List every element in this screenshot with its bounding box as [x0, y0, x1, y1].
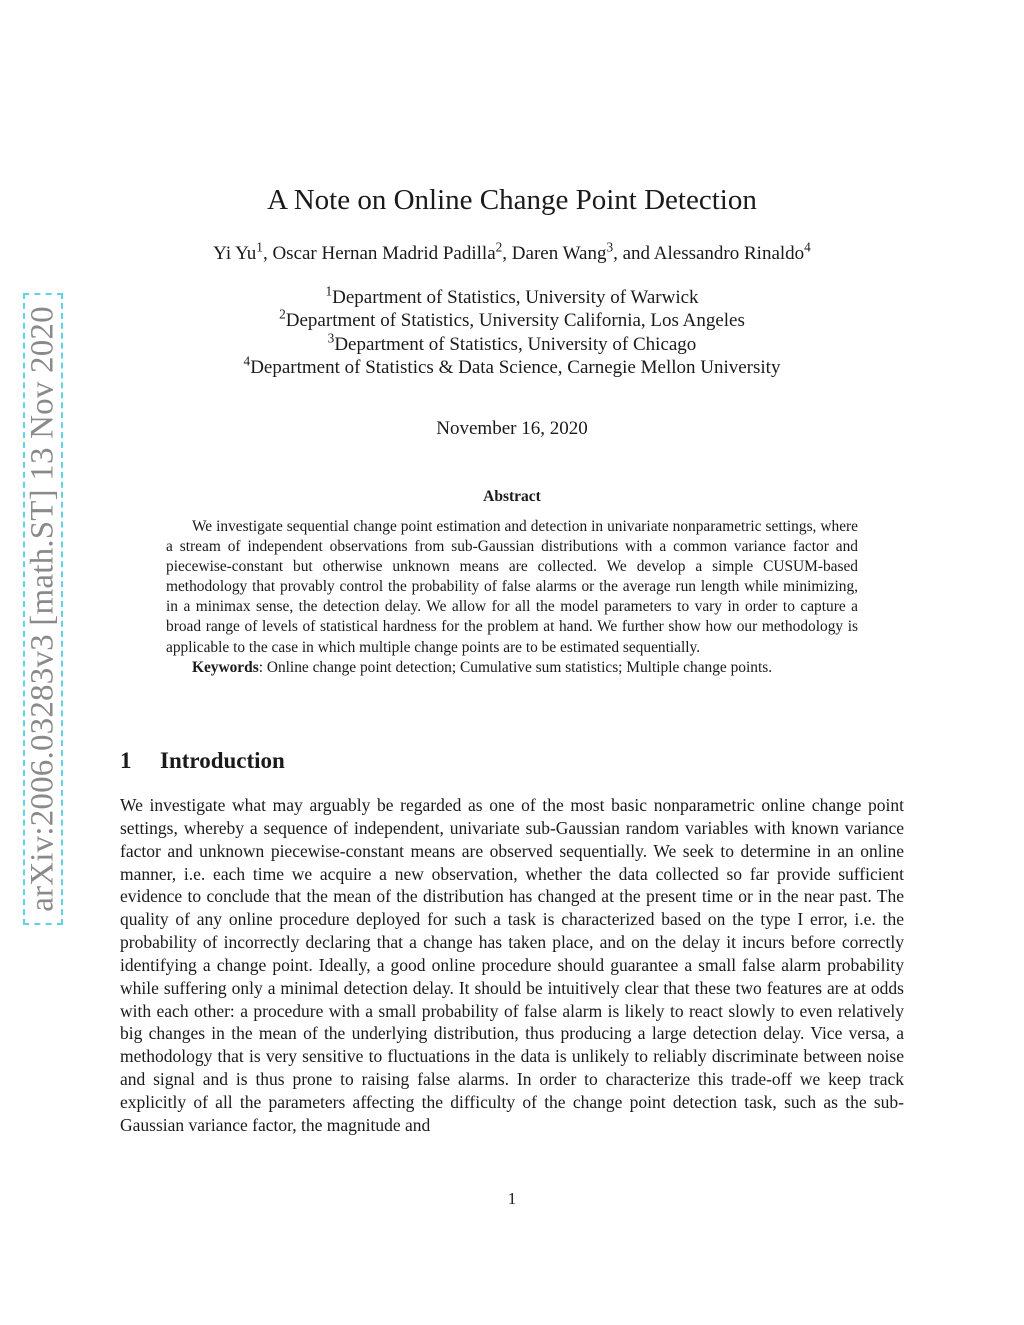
author-separator: , and — [613, 243, 654, 264]
affiliation-text: Department of Statistics, University California, Los Angeles — [285, 310, 745, 332]
affiliation-text: Department of Statistics, University of Chicago — [334, 333, 697, 355]
keywords — [166, 658, 858, 678]
author-mark: 4 — [804, 239, 811, 255]
author-name: Oscar Hernan Madrid Padilla — [272, 243, 496, 264]
affiliation — [0, 306, 1024, 332]
author-mark: 2 — [495, 239, 503, 255]
publication-date: November 16, 2020 — [436, 418, 588, 439]
page-number: 1 — [507, 1189, 517, 1208]
author-mark: 3 — [606, 239, 614, 255]
author-separator: , — [502, 243, 512, 264]
introduction-text — [120, 794, 904, 1137]
introduction-paragraph: We investigate what may arguably be regarded as one of the most basic nonparametric online change point settings, whereby a sequence of independent, univariate sub-Gaussian random variables with known variance factor and unknown piecewise-constant means are observed sequentially. We seek to determine in an online manner, i.e. each time we acquire a new observation, whether the data collected so far provide sufficient evidence to conclude that the mean of the distribution has changed at the present time or in the near past. The quality of any online procedure deployed for such a task is characterized based on the type I error, i.e. the probability of incorrectly declaring that a change has taken place, and on the delay it incurs before correctly identifying a change point. Ideally, a good online procedure should guarantee a small false alarm probability while suffering only a minimal detection delay. It should be intuitively clear that these two features are at odds with each other: a procedure with a small probability of false alarm is likely to react slowly to even relatively big changes in the mean of the underlying distribution, thus producing a large detection delay. Vice versa, a methodology that is very sensitive to fluctuations in the data is unlikely to reliably discriminate between noise and signal and is thus prone to raising false alarms. In order to characterize this trade-off we keep track explicitly of all the parameters affecting the difficulty of the change point detection task, such as the sub-Gaussian variance factor, the magnitude and — [120, 795, 904, 1135]
paper-title: A Note on Online Change Point Detection — [267, 184, 757, 216]
section-number: 1 — [120, 748, 132, 773]
arxiv-stamp-text[interactable]: arXiv:2006.03283v3 [math.ST] 13 Nov 2020 — [24, 306, 61, 912]
abstract-body: We investigate sequential change point estimation and detection in univariate nonparametric settings, where a stream of independent observations from sub-Gaussian distributions with a common variance factor and piecewise-constant but otherwise unknown means are collected. We develop a simple CUSUM-based methodology that provably control the probability of false alarms or the average run length while minimizing, in a minimax sense, the detection delay. We allow for all the model parameters to vary in order to capture a broad range of levels of statistical hardness for the problem at hand. We further show how our methodology is applicable to the case in which multiple change points are to be estimated sequentially. — [166, 518, 858, 656]
affiliation — [0, 283, 1024, 309]
affiliation-mark: 3 — [327, 330, 335, 346]
author-name: Alessandro Rinaldo — [653, 243, 805, 264]
keywords-label: Keywords — [192, 658, 259, 676]
section-heading — [120, 748, 285, 774]
affiliation-text: Department of Statistics, University of Warwick — [332, 287, 699, 308]
affiliation-mark: 2 — [279, 306, 286, 322]
author-list — [0, 239, 1024, 265]
affiliation-list — [0, 283, 1024, 379]
author-separator: , — [262, 243, 273, 264]
arxiv-stamp — [23, 293, 63, 925]
affiliation-text: Department of Statistics & Data Science, Carnegie Mellon University — [250, 356, 781, 378]
keywords-text: : Online change point detection; Cumulative sum statistics; Multiple change points. — [258, 658, 773, 676]
section-title: Introduction — [160, 748, 285, 773]
affiliation-mark: 1 — [325, 283, 333, 299]
abstract-heading: Abstract — [483, 488, 541, 505]
affiliation — [0, 353, 1024, 379]
abstract — [166, 517, 858, 678]
author-mark: 1 — [256, 239, 263, 255]
affiliation — [0, 330, 1024, 356]
affiliation-mark: 4 — [243, 353, 251, 369]
author-name: Daren Wang — [511, 243, 607, 264]
author-name: Yi Yu — [213, 243, 257, 264]
